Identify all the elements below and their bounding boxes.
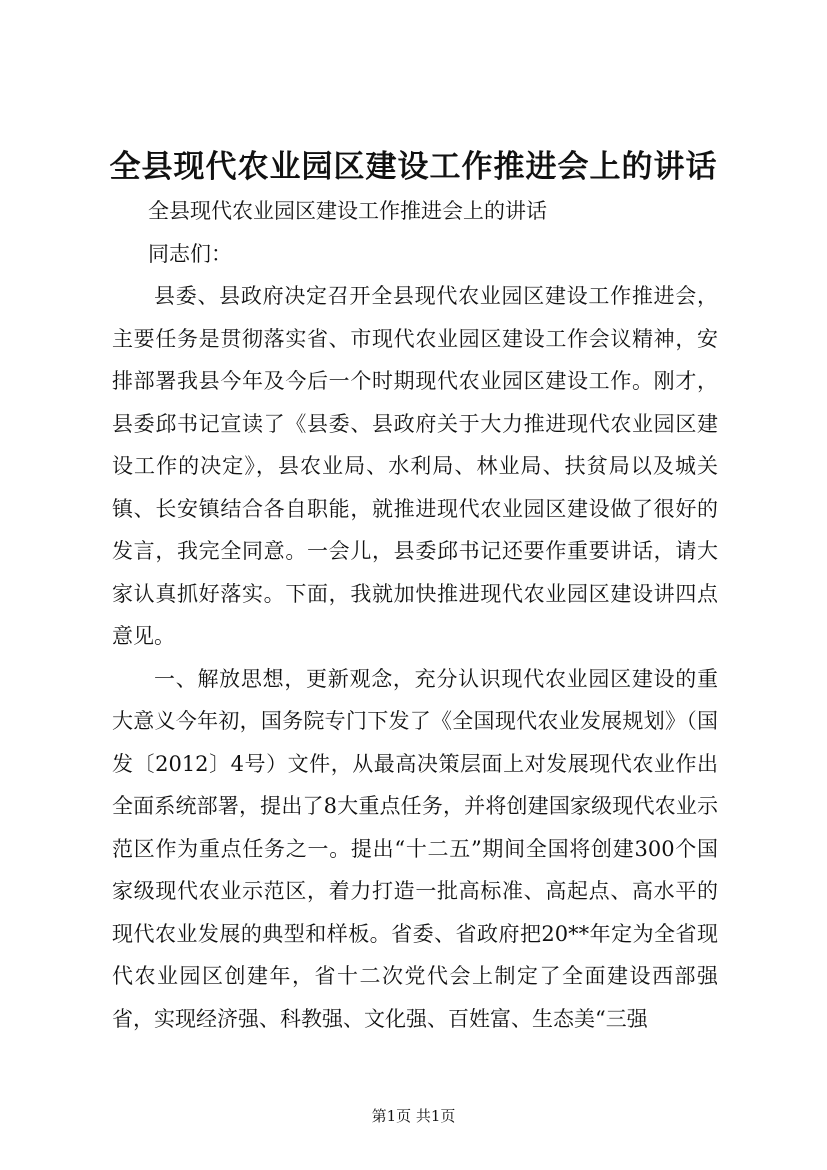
document-body	[112, 190, 718, 1040]
body-paragraph: 一、解放思想，更新观念，充分认识现代农业园区建设的重大意义今年初，国务院专门下发了《全国现代农业发展规划》（国发〔2012〕4号）文件，从最高决策层面上对发展现代农业作出全面系统部署，提出了8大重点任务，并将创建国家级现代农业示范区作为重点任务之一。提出“十二五”期间全国将创建300个国家级现代农业示范区，着力打造一批高标准、高起点、高水平的现代农业发展的典型和样板。省委、省政府把20**年定为全省现代农业园区创建年，省十二次党代会上制定了全面建设西部强省，实现经济强、科教强、文化强、百姓富、生态美“三强	[112, 666, 718, 1031]
document-title: 全县现代农业园区建设工作推进会上的讲话	[109, 149, 718, 185]
page-footer: 第1页 共1页	[371, 1107, 456, 1125]
subtitle-paragraph: 全县现代农业园区建设工作推进会上的讲话	[148, 199, 547, 223]
greeting-paragraph: 同志们：	[148, 241, 232, 266]
body-paragraph: 县委、县政府决定召开全县现代农业园区建设工作推进会，主要任务是贯彻落实省、市现代农业园区建设工作会议精神，安排部署我县今年及今后一个时期现代农业园区建设工作。刚才，县委邱书记宣读了《县委、县政府关于大力推进现代农业园区建设工作的决定》，县农业局、水利局、林业局、扶贫局以及城关镇、长安镇结合各自职能，就推进现代农业园区建设做了很好的发言，我完全同意。一会儿，县委邱书记还要作重要讲话，请大家认真抓好落实。下面，我就加快推进现代农业园区建设讲四点意见。	[112, 284, 718, 648]
